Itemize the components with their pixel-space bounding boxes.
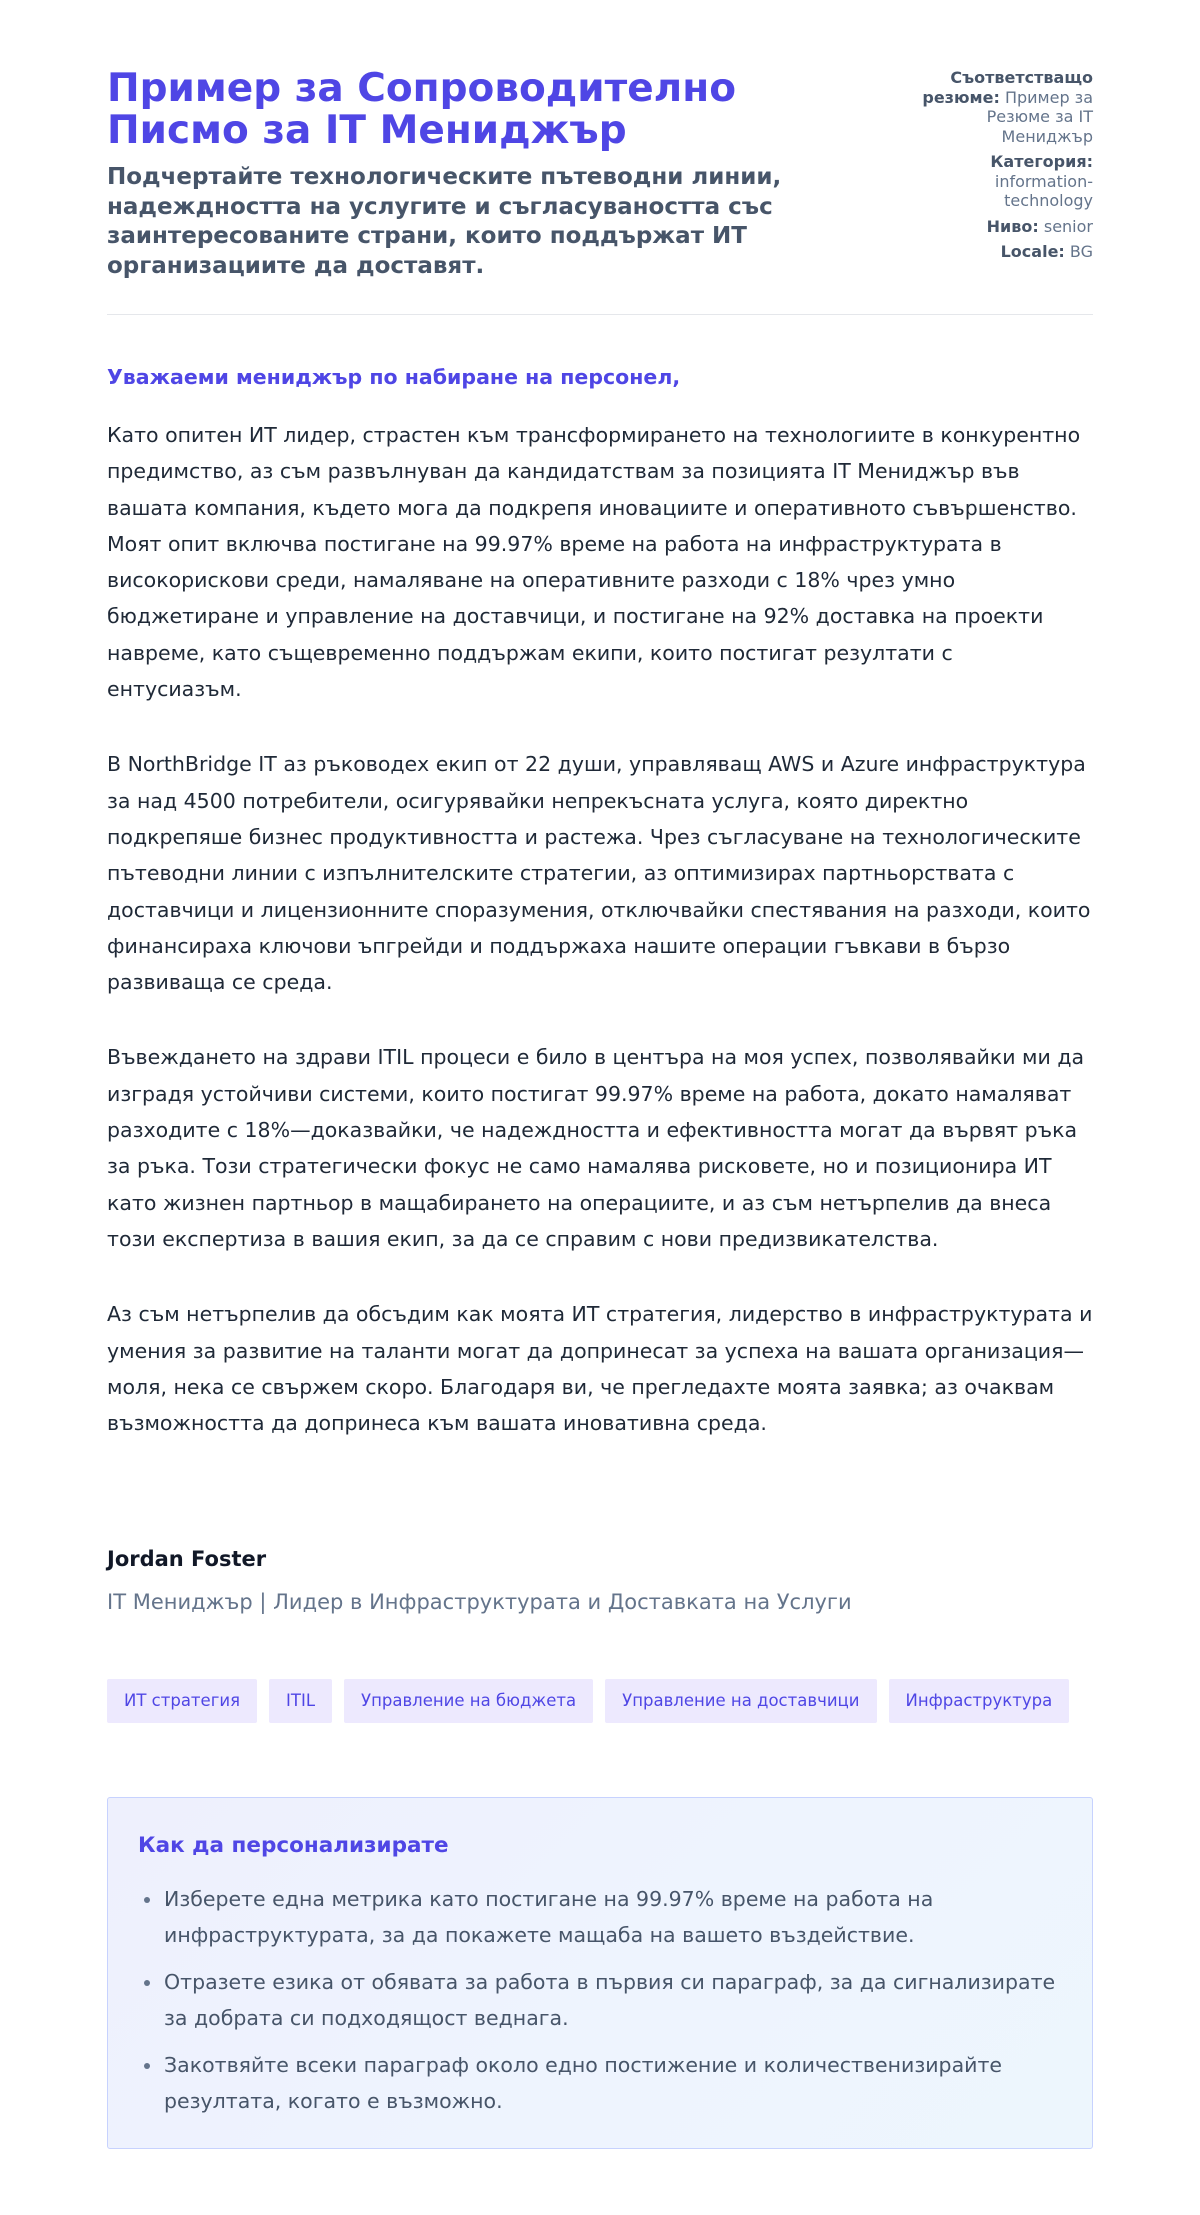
skill-tags — [107, 1679, 1069, 1723]
meta-level — [913, 217, 1093, 237]
meta-resume-value: Пример за Резюме за IT Мениджър — [986, 87, 1093, 146]
meta-category-label: Категория: — [990, 152, 1093, 171]
meta-level-label: Ниво: — [986, 216, 1039, 236]
meta-category-value: information-technology — [994, 171, 1093, 210]
meta-locale — [913, 242, 1093, 262]
meta-locale-label: Locale: — [1000, 242, 1065, 261]
meta-category — [913, 152, 1093, 211]
cover-letter-page — [107, 0, 1093, 2113]
letter-paragraph: Като опитен ИТ лидер, страстен към трансформирането на технологиите в конкурентно предимство, аз съм развълнуван да кандидатствам за позицията IT Мениджър във вашата компания, където мога да подкрепя иновациите и оперативното съвършенство. Моят опит включва постигане на 99.97% време на работа на инфраструктурата в високорискови среди, намаляване на оперативните разходи с 18% чрез умно бюджетиране и управление на доставчици, и постигане на 92% доставка на проекти навреме, като същевременно поддържам екипи, които постигат резултати с ентусиазъм. — [107, 423, 1081, 702]
signature-title: IT Мениджър | Лидер в Инфраструктурата и Доставката на Услуги — [107, 1590, 852, 1614]
meta-resume-label: Съответстващо резюме: — [922, 68, 1093, 107]
tag-vendor-management: Управление на доставчици — [605, 1679, 876, 1723]
tag-infrastructure: Инфраструктура — [889, 1679, 1070, 1723]
tips-list — [163, 1881, 1063, 2130]
meta-locale-value: BG — [1069, 242, 1093, 261]
header — [107, 0, 1093, 315]
customization-tips-box — [107, 1797, 1093, 2149]
letter-body — [107, 417, 1093, 1480]
letter-paragraph: Въвеждането на здрави ITIL процеси е било в центъра на моя успех, позволявайки ми да изградя устойчиви системи, които постигат 99.97% време на работа, докато намаляват разходите с 18%—доказвайки, че надеждността и ефективността могат да вървят ръка за ръка. Този стратегически фокус не само намалява рисковете, но и позиционира ИТ като жизнен партньор в мащабирането на операциите, и аз съм нетърпелив да внеса този експертиза в вашия екип, за да се справим с нови предизвикателства. — [107, 1045, 1085, 1251]
tag-it-strategy: ИТ стратегия — [107, 1679, 257, 1723]
signature-name: Jordan Foster — [107, 1547, 267, 1571]
letter-greeting: Уважаеми мениджър по набиране на персонел, — [107, 365, 681, 389]
letter-paragraph: В NorthBridge IT аз ръководех екип от 22 души, управляващ AWS и Azure инфраструктура за над 4500 потребители, осигурявайки непрекъсната услуга, която директно подкрепяше бизнес продуктивността и растежа. Чрез съгласуване на технологическите пътеводни линии с изпълнителските стратегии, аз оптимизирах партньорствата с доставчици и лицензионните споразумения, отключвайки спестявания на разходи, които финансираха ключови ъпгрейди и поддържаха нашите операции гъвкави в бързо развиваща се среда. — [107, 752, 1091, 995]
tag-budget-management: Управление на бюджета — [344, 1679, 593, 1723]
tag-itil: ITIL — [269, 1679, 332, 1723]
letter-paragraph: Аз съм нетърпелив да обсъдим как моята ИТ стратегия, лидерство в инфраструктурата и умения за развитие на таланти могат да допринесат за успеха на вашата организация—моля, нека се свържем скоро. Благодаря ви, че прегледахте моята заявка; аз очаквам възможността да допринеса към вашата иновативна среда. — [107, 1302, 1093, 1436]
tips-title: Как да персонализирате — [138, 1833, 449, 1858]
meta-level-value: senior — [1043, 216, 1093, 236]
meta-resume — [913, 68, 1093, 146]
page-subtitle: Подчертайте технологическите пътеводни линии, надеждността на услугите и съгласуваността със заинтересованите страни, които поддържат ИТ организациите да доставят. — [107, 164, 782, 279]
tip-item: • Изберете една метрика като постигане на 99.97% време на работа на инфраструктурата, за да покажете мащаба на вашето въздействие. — [163, 1881, 1063, 1953]
page-title: Пример за Сопроводително Писмо за IT Мениджър — [107, 66, 736, 153]
tip-item: • Отразете езика от обявата за работа в първия си параграф, за да сигнализирате за добрата си подходящост веднага. — [163, 1964, 1063, 2036]
tip-item: • Закотвяйте всеки параграф около едно постижение и количественизирайте резултата, когато е възможно. — [163, 2047, 1063, 2119]
meta-panel — [913, 68, 1093, 268]
